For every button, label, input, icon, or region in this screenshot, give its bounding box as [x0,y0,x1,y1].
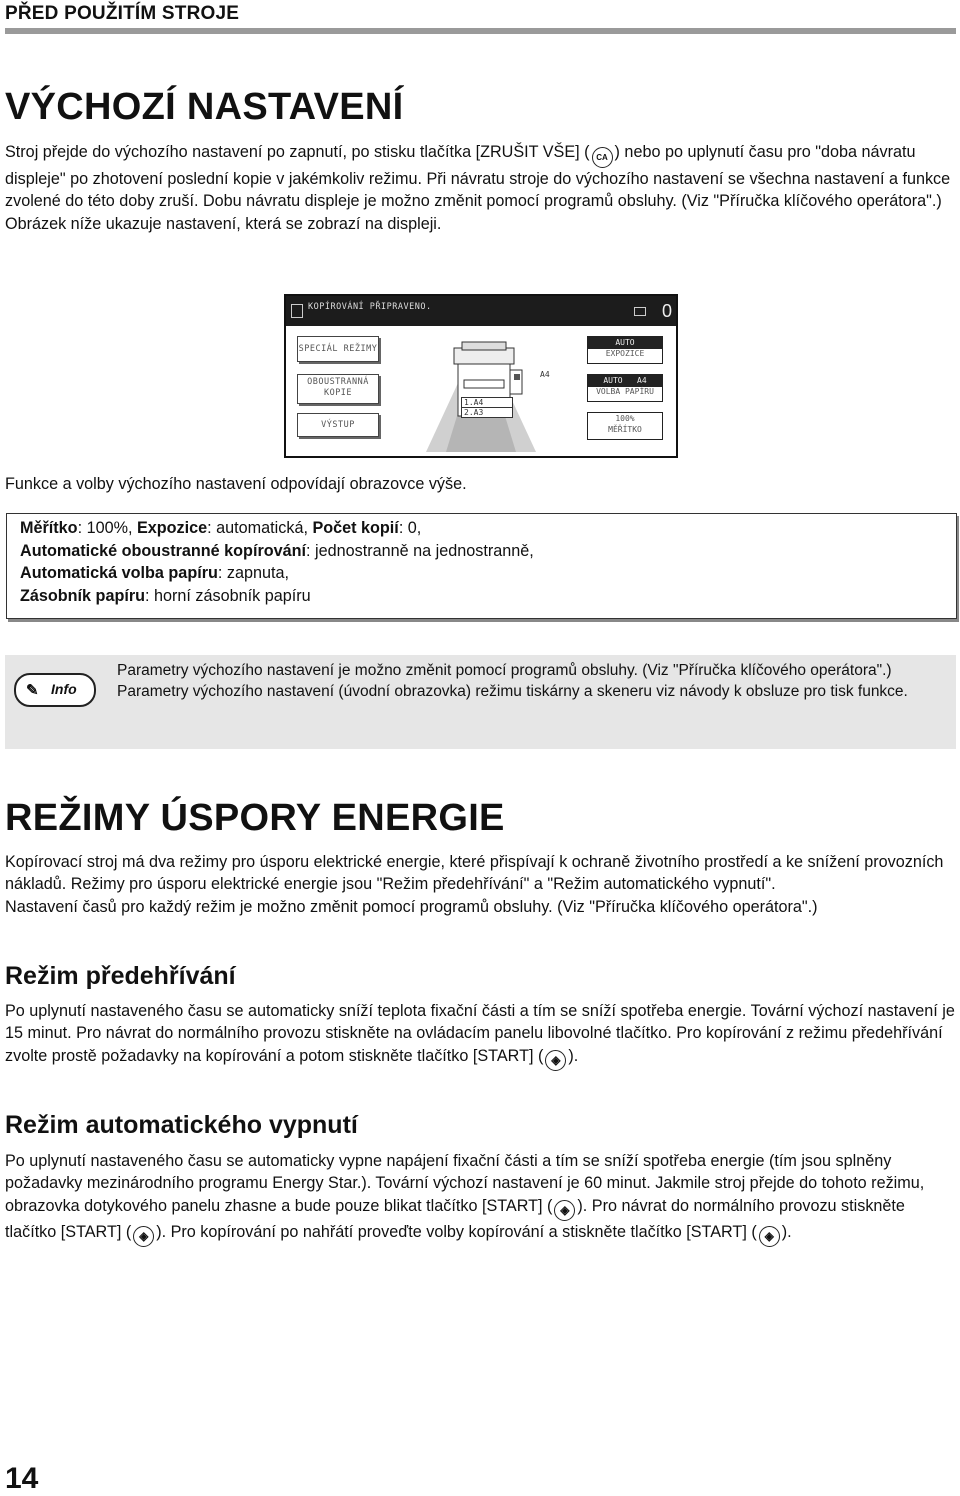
auto-power-off-text: Po uplynutí nastaveného času se automaticky vypne napájení fixační části a tím se sníží spotřeba energie (tím jsou splněny požadavky mezinárodního programu Energy Star.). Tovární výchozí nastavení je 60 minut. Jakmile stroj přejde do tohoto režimu, obrazovka dotykového panelu zhasne a bude pouze blikat tlačítko [START] ( ◈ ). Pro návrat do normálního provozu stiskněte tlačítko [START] ( ◈ ). Pro kopírování po nahřátí proveďte volby kopírování a stiskněte tlačítko [START] ( ◈ ). [5,1150,955,1247]
info-note [5,655,956,749]
start-icon: ◈ [133,1226,154,1247]
copy-ratio-value: 100% [615,414,635,423]
display-caption: Funkce a volby výchozího nastavení odpovídají obrazovce výše. [5,475,467,493]
section-header: PŘED POUŽITÍM STROJE [5,3,240,24]
paper-select-button[interactable] [587,374,663,402]
status-message: KOPÍROVÁNÍ PŘIPRAVENO. [308,302,432,312]
exposure-label: EXPOZICE [605,349,645,358]
clear-all-icon: CA [592,147,613,168]
intro-line2: Obrázek níže ukazuje nastavení, která se zobrazí na displeji. [5,214,442,233]
info-badge: ✎ Info [14,673,96,707]
special-modes-button[interactable]: SPECIÁL REŽIMY [297,336,379,362]
copy-count: 0 [661,301,672,321]
exposure-value: AUTO [588,337,662,349]
start-icon: ◈ [759,1226,780,1247]
copy-ratio-label: MĚŘÍTKO [608,425,642,434]
duplex-copy-button[interactable]: OBOUSTRANNÁ KOPIE [297,374,379,404]
exposure-button[interactable] [587,336,663,364]
energy-saving-text: Kopírovací stroj má dva režimy pro úsporu elektrické energie, které přispívají k ochraně životního prostředí a ke snížení provozních nákladů. Režimy pro úsporu elektrické energie jsou "Režim předehřívání" a "Režim automatického vypnutí". Nastavení časů pro každý režim je možno změnit pomocí programů obsluhy. (Viz "Příručka klíčového operátora".) [5,853,944,916]
energy-saving-title: REŽIMY ÚSPORY ENERGIE [5,797,505,839]
copy-ratio-button[interactable] [587,412,663,440]
defaults-summary-box: Měřítko: 100%, Expozice: automatická, Počet kopií: 0, Automatické oboustranné kopírování: jednostranně na jednostranně, Automatická volba papíru: zapnuta, Zásobník papíru: horní zásobník papíru [6,513,957,619]
tray-2-label: 2.A3 [461,407,513,418]
page-number: 14 [5,1462,39,1495]
default-settings-title: VÝCHOZÍ NASTAVENÍ [5,86,404,128]
info-line-2: Parametry výchozího nastavení (úvodní obrazovka) režimu tiskárny a skeneru viz návody k obsluze pro tisk funkce. [117,683,908,700]
pencil-icon: ✎ [26,682,39,699]
preheat-title: Režim předehřívání [5,962,236,990]
touch-panel-display [284,294,678,458]
start-icon: ◈ [554,1200,575,1221]
auto-power-off-title: Režim automatického vypnutí [5,1111,358,1139]
copier-illustration [426,340,536,452]
paper-select-value: AUTO A4 [588,375,662,387]
preheat-text: Po uplynutí nastaveného času se automaticky sníží teplota fixační části a tím se sníží spotřeba energie. Tovární výchozí nastavení je 15 minut. Pro návrat do normálního provozu stiskněte na ovládacím panelu libovolné tlačítko. Pro kopírování z režimu předehřívání zvolte prostě požadavky na kopírování a potom stiskněte tlačítko [START] ( ◈ ). [5,1000,955,1071]
start-icon: ◈ [545,1050,566,1071]
display-status-bar [286,296,676,326]
header-rule [5,28,956,34]
bypass-size-label: A4 [540,370,550,379]
output-button[interactable]: VÝSTUP [297,413,379,437]
tray-1-label: 1.A4 [461,397,513,408]
paper-sheet-icon [634,307,646,316]
info-line-1: Parametry výchozího nastavení je možno změnit pomocí programů obsluhy. (Viz "Příručka klíčového operátora".) [117,662,892,679]
paper-select-label: VOLBA PAPÍRU [596,387,654,396]
copy-mode-icon [291,304,303,318]
default-settings-intro: Stroj přejde do výchozího nastavení po zapnutí, po stisku tlačítka [ZRUŠIT VŠE] ( CA ) nebo po uplynutí času pro "doba návratu displeje" po zhotovení poslední kopie v jakémkoliv režimu. Při návratu stroje do výchozího nastavení se všechna nastavení a funkce zvolené do této doby zruší. Dobu návratu displeje je možno změnit pomocí programů obsluhy. (Viz "Příručka klíčového operátora".) Obrázek níže ukazuje nastavení, která se zobrazí na displeji. [5,141,955,235]
